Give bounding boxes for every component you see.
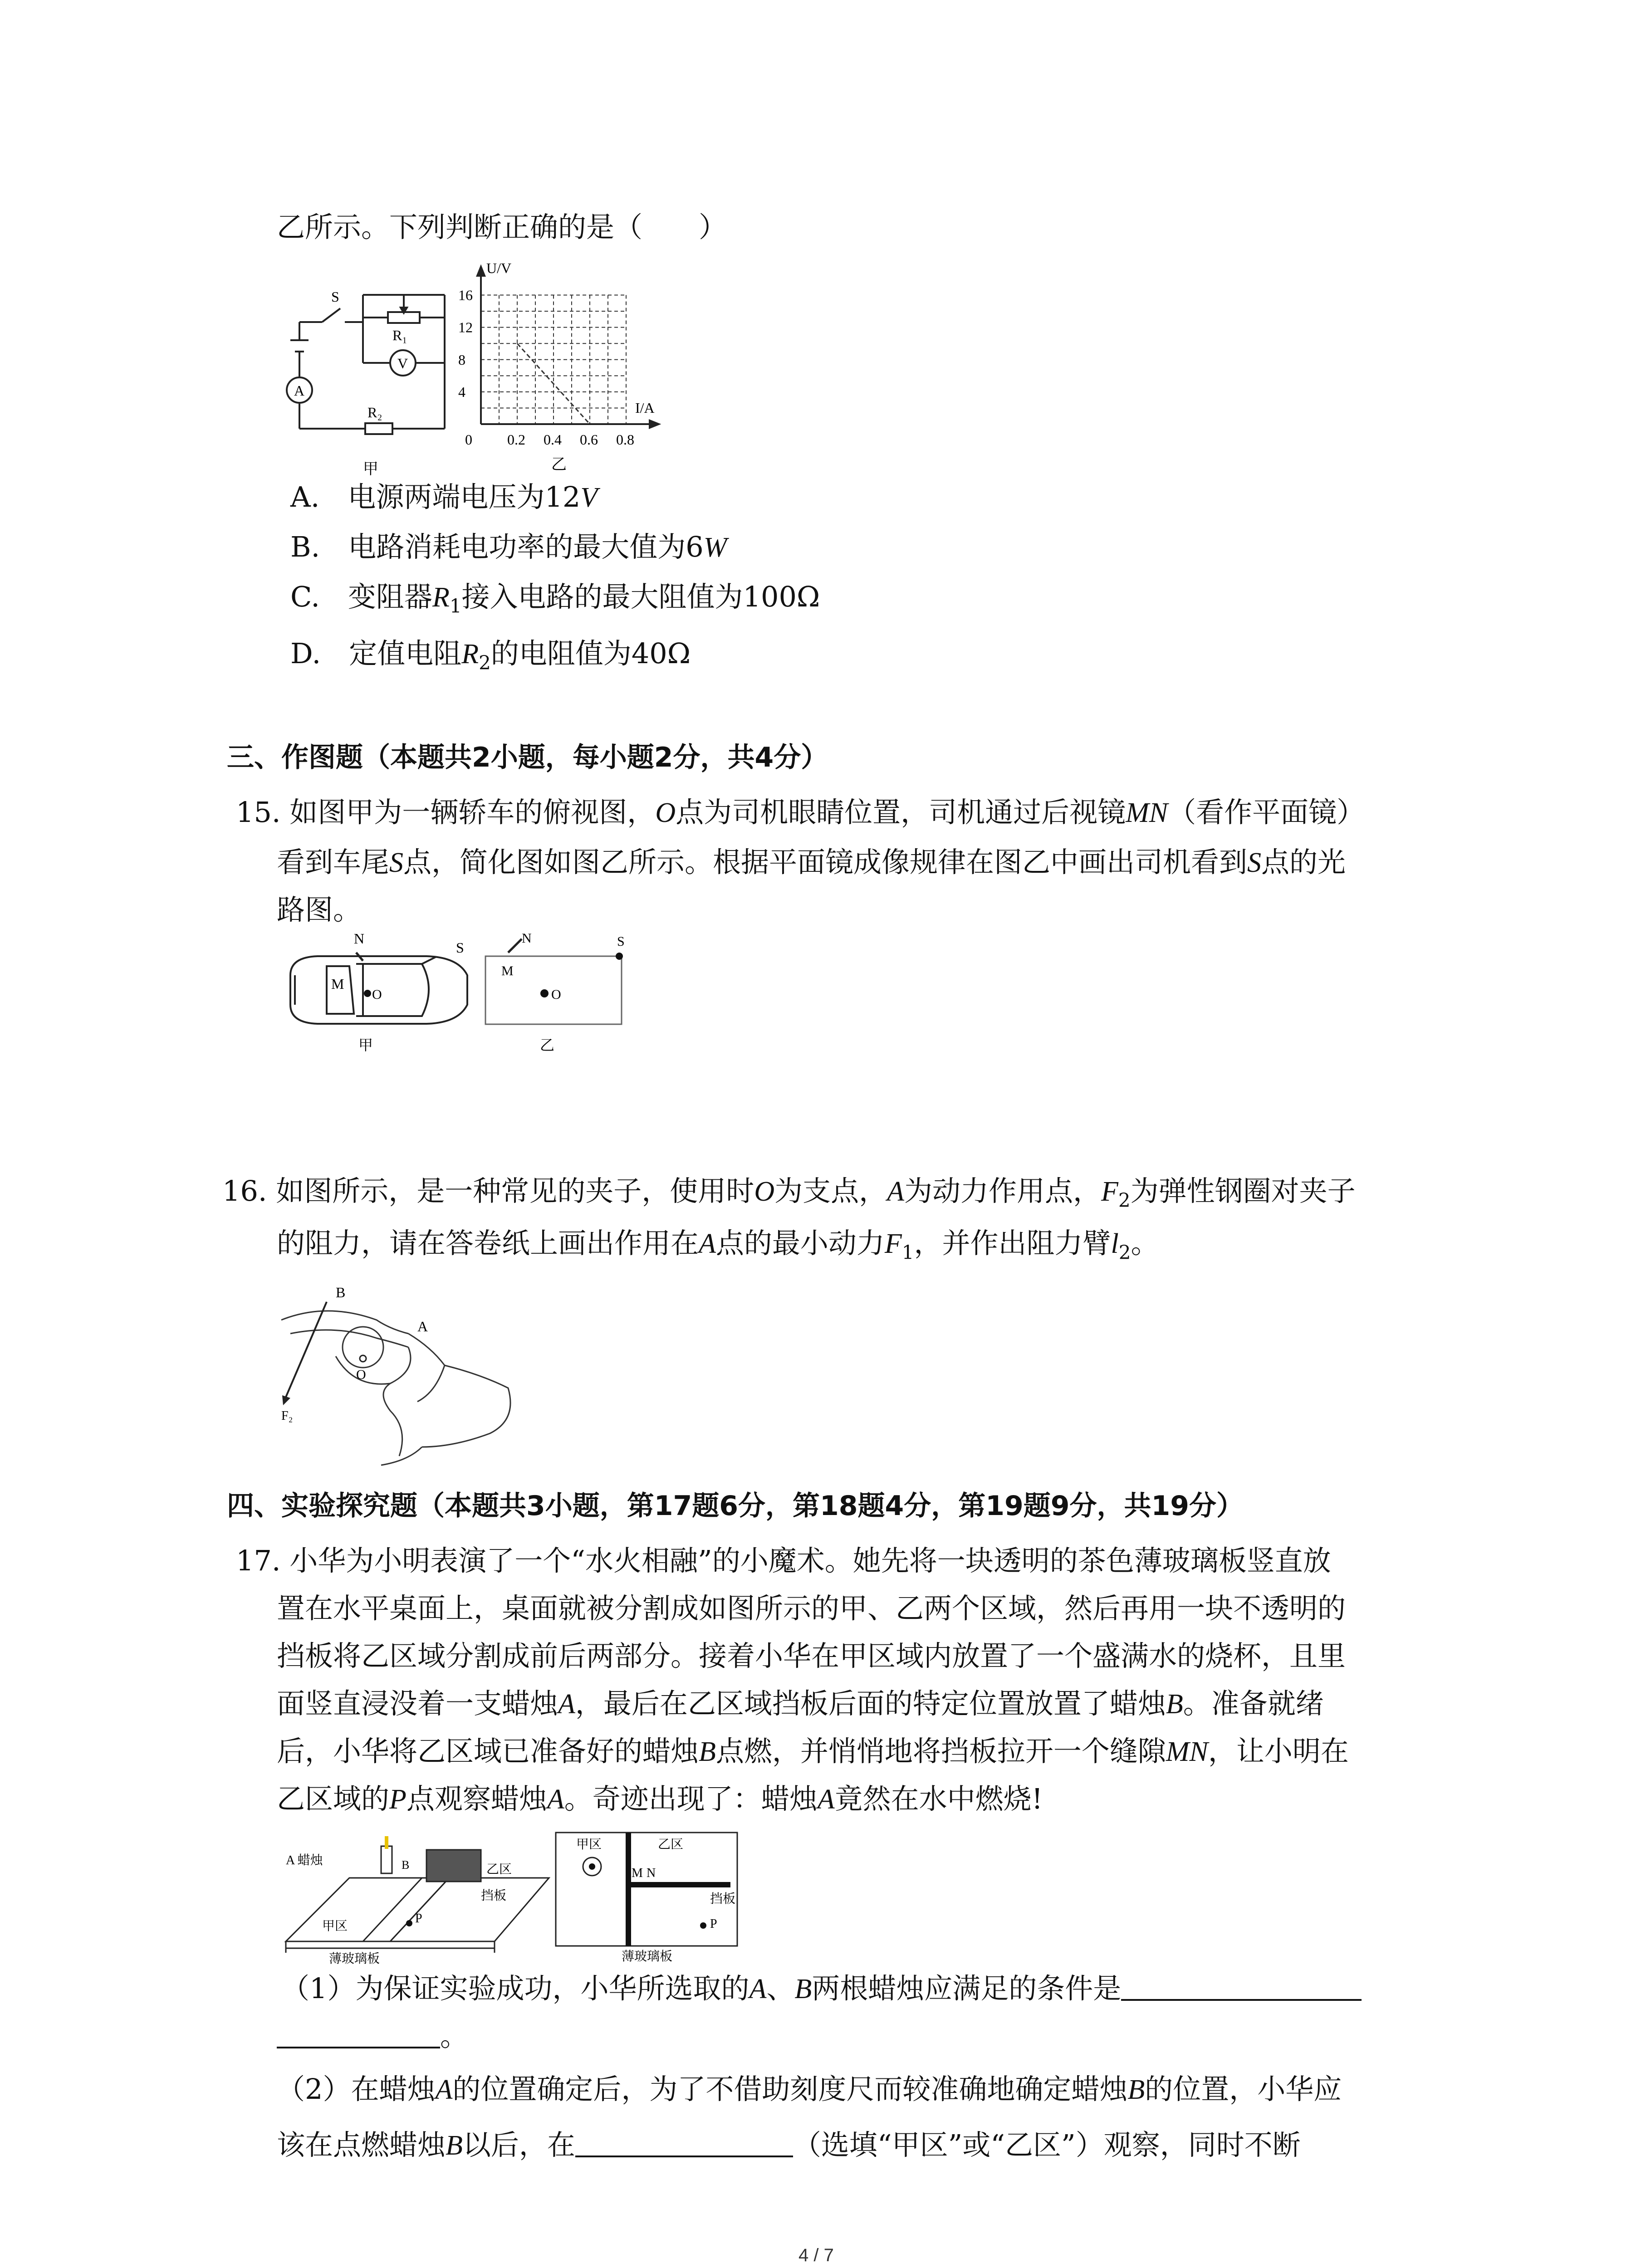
q15-simplified-diagram <box>481 925 644 1052</box>
q15-l1o: O <box>655 797 676 828</box>
q16-l2fsub: 1 <box>901 1241 914 1264</box>
q16-f2-label: F₂ <box>281 1409 293 1423</box>
q17-s1b: 、 <box>766 1972 795 2005</box>
option-c-text: C. 变阻器 <box>290 580 432 613</box>
q16-l2a: 的阻力，请在答卷纸上画出作用在 <box>277 1227 699 1260</box>
q17-top-p: P <box>710 1917 717 1931</box>
q17-line6 <box>277 1782 1043 1815</box>
q15-l2b: 点，简化图如图乙所示。根据平面镜成像规律在图乙中画出司机看到 <box>403 846 1248 879</box>
q16-l1c: 为动力作用点， <box>904 1174 1101 1207</box>
q17-l4c: 。准备就绪 <box>1183 1687 1324 1720</box>
q16-l1f: F <box>1101 1176 1118 1207</box>
q15-l1a: 15. 如图甲为一辆轿车的俯视图， <box>236 796 656 829</box>
q17-s2l1v: A <box>435 2074 453 2105</box>
q17-s1a: （1）为保证实验成功，小华所选取的 <box>281 1972 749 2005</box>
chart-y-tick: 12 <box>458 319 473 336</box>
option-b-unit: W <box>703 532 727 563</box>
q15-yi-m-label: M <box>501 963 514 978</box>
q17-a-candle-label: A 蜡烛 <box>286 1853 323 1867</box>
q15-yi-label: 乙 <box>540 1037 555 1053</box>
q17-s1v: A <box>749 1974 767 2004</box>
chart-x-tick: 0.6 <box>580 431 598 448</box>
q15-l2s: S <box>389 847 404 878</box>
q16-l1a2: A <box>887 1176 904 1207</box>
voltmeter-label: V <box>397 355 408 371</box>
q14-option-b[interactable] <box>290 530 727 563</box>
q17-top-glass: 薄玻璃板 <box>622 1950 673 1964</box>
q17-s1c: 两根蜡烛应满足的条件是 <box>812 1972 1122 2005</box>
q16-l1b: 为支点， <box>774 1174 887 1207</box>
q17-flame <box>385 1836 388 1849</box>
q17-sub1 <box>281 1971 1362 2003</box>
page-number: 4 / 7 <box>798 2245 834 2265</box>
option-d-sub: 2 <box>479 651 491 674</box>
q17-l5b: 点燃，并悄悄地将挡板拉开一个缝隙 <box>715 1735 1166 1768</box>
q17-l6v: A <box>547 1784 564 1815</box>
q17-s1v2: B <box>794 1974 812 2004</box>
q15-jia-label: 甲 <box>358 1037 373 1053</box>
option-d-text: D. 定值电阻 <box>290 637 462 670</box>
option-a-num: 12 <box>544 480 581 513</box>
q17-l5v: B <box>699 1736 716 1767</box>
q15-mirror-mn <box>508 939 522 953</box>
q17-baffle <box>426 1850 481 1882</box>
q17-s2l1b: 的位置确定后，为了不借助刻度尺而较准确地确定蜡烛 <box>452 2072 1128 2106</box>
q17-l6b: 点观察蜡烛 <box>406 1782 547 1815</box>
chart-y-tick: 4 <box>458 383 465 400</box>
q16-line1 <box>222 1174 1356 1212</box>
q17-sub1-blank2[interactable] <box>277 2019 440 2048</box>
chart-origin-label: 0 <box>465 431 472 448</box>
q17-dangban-label: 挡板 <box>481 1889 507 1903</box>
q17-s1end: 。 <box>440 2019 469 2053</box>
q17-l6d: 竟然在水中燃烧! <box>834 1782 1043 1815</box>
q17-glass-label: 薄玻璃板 <box>329 1952 380 1966</box>
section4-title: 四、实验探究题（本题共3小题，第17题6分，第18题4分，第19题9分，共19分） <box>227 1490 1244 1522</box>
q17-top-p-dot <box>700 1922 706 1929</box>
q17-sub2-line1 <box>277 2072 1342 2106</box>
q17-l4v: A <box>558 1689 575 1720</box>
q17-top-jiaqu: 甲区 <box>576 1838 602 1852</box>
q17-sub1-blank[interactable] <box>1121 1971 1362 2001</box>
q15-n-label: N <box>354 930 365 947</box>
q17-line4 <box>277 1687 1324 1720</box>
q15-line1 <box>236 798 1365 827</box>
q17-p-label: P <box>415 1911 422 1926</box>
q17-l5a: 后，小华将乙区域已准备好的蜡烛 <box>277 1735 699 1768</box>
q16-l2d: 。 <box>1131 1227 1159 1260</box>
q17-top-m: M <box>632 1866 643 1880</box>
q17-sub1-cont <box>277 2019 469 2053</box>
q17-s2l1v2: B <box>1127 2074 1145 2105</box>
q15-line2 <box>277 848 1346 877</box>
q15-l1b: 点为司机眼睛位置，司机通过后视镜 <box>676 796 1126 829</box>
q14-ui-graph <box>454 260 671 476</box>
q17-l6v2: A <box>817 1784 835 1815</box>
q16-l1o: O <box>754 1176 775 1207</box>
ammeter-label: A <box>294 382 305 399</box>
q16-l2a2: A <box>699 1228 716 1259</box>
option-d-suffix: 的电阻值为40Ω <box>490 637 691 670</box>
fig-jia-label: 甲 <box>363 461 378 478</box>
q16-l2lsub: 2 <box>1118 1241 1131 1264</box>
q17-top-n: N <box>647 1866 656 1880</box>
q15-eye-dot <box>540 989 549 997</box>
q16-line2 <box>277 1229 1159 1262</box>
chart-x-axis-label: I/A <box>635 400 655 416</box>
q17-line5 <box>277 1737 1349 1766</box>
chart-y-tick: 8 <box>458 351 465 368</box>
q15-l1c: （看作平面镜） <box>1168 796 1365 829</box>
q16-b-label: B <box>336 1284 346 1300</box>
q17-b-label: B <box>402 1858 410 1872</box>
q16-clip-diagram <box>272 1284 526 1474</box>
switch-label: S <box>331 288 339 305</box>
q15-line3: 路图。 <box>277 893 362 926</box>
q17-yiqu-label: 乙区 <box>486 1862 512 1877</box>
option-a-unit: V <box>580 482 598 513</box>
chart-x-tick: 0.4 <box>544 431 562 448</box>
q17-line2: 置在水平桌面上，桌面就被分割成如图所示的甲、乙两个区域，然后再用一块不透明的 <box>277 1592 1346 1625</box>
q17-s2l1a: （2）在蜡烛 <box>277 2072 436 2106</box>
q17-l4a: 面竖直浸没着一支蜡烛 <box>277 1687 558 1720</box>
q15-yi-o-label: O <box>551 987 561 1002</box>
q15-l2c: 点的光 <box>1261 846 1346 879</box>
q15-yi-n-label: N <box>522 931 532 946</box>
q17-l6p: P <box>389 1784 407 1815</box>
q17-l4v2: B <box>1166 1689 1183 1720</box>
q16-a-label: A <box>417 1318 428 1334</box>
q17-s2l2b: 以后，在 <box>462 2128 575 2161</box>
q17-top-view-diagram <box>554 1828 744 1964</box>
chart-x-tick: 0.2 <box>507 431 525 448</box>
q15-l2s2: S <box>1247 847 1262 878</box>
q16-l2l: l <box>1111 1228 1119 1259</box>
q15-m-label: M <box>331 976 344 992</box>
q15-yi-s-label: S <box>617 934 625 949</box>
q17-sub2-blank[interactable] <box>575 2127 793 2157</box>
option-c-suffix: 接入电路的最大阻值为100Ω <box>461 580 820 613</box>
q14-option-c[interactable] <box>290 580 820 617</box>
q17-s2l2v: B <box>446 2130 463 2161</box>
q17-l6a: 乙区域的 <box>277 1782 390 1815</box>
r1-label: R₁ <box>392 327 407 343</box>
q16-l2c: ，并作出阻力臂 <box>914 1227 1111 1260</box>
q17-s2l2a: 该在点燃蜡烛 <box>277 2128 446 2161</box>
q15-l1mn: MN <box>1126 797 1168 828</box>
q15-l2a: 看到车尾 <box>277 846 390 879</box>
q16-l2b: 点的最小动力 <box>715 1227 885 1260</box>
r2-label: R₂ <box>367 404 382 420</box>
q15-s-dot <box>616 953 623 960</box>
chart-y-axis-label: U/V <box>486 260 512 276</box>
q17-top-yiqu: 乙区 <box>658 1838 684 1852</box>
q14-option-d[interactable] <box>290 637 691 674</box>
q14-option-a[interactable] <box>290 480 598 513</box>
q17-l5c: ，让小明在 <box>1208 1735 1349 1768</box>
chart-x-tick: 0.8 <box>616 431 634 448</box>
q17-jiaqu-label: 甲区 <box>322 1919 348 1933</box>
option-c-sub: 1 <box>449 595 462 617</box>
q16-l1a: 16. 如图所示，是一种常见的夹子，使用时 <box>222 1174 754 1207</box>
q17-l4b: ，最后在乙区域挡板后面的特定位置放置了蜡烛 <box>575 1687 1166 1720</box>
q17-perspective-diagram <box>277 1828 549 1964</box>
q15-o-dot <box>364 990 371 997</box>
fig-yi-label: 乙 <box>551 456 567 473</box>
q16-l1d: 为弹性钢圈对夹子 <box>1130 1174 1356 1207</box>
q16-o-label: O <box>356 1367 366 1382</box>
option-b-num: 6 <box>686 530 704 563</box>
q14-circuit-diagram <box>272 272 463 481</box>
option-d-var: R <box>461 639 479 670</box>
option-a-text: A. 电源两端电压为 <box>290 480 545 513</box>
q17-l6c: 。奇迹出现了：蜡烛 <box>564 1782 818 1815</box>
q17-p-dot <box>406 1920 412 1926</box>
q15-car-diagram <box>277 925 485 1052</box>
q17-s2l2c: （选填“甲区”或“乙区”）观察，同时不断 <box>793 2128 1301 2161</box>
q17-s2l1c: 的位置，小华应 <box>1145 2072 1342 2106</box>
q15-s-label: S <box>456 939 464 956</box>
option-b-text: B. 电路消耗电功率的最大值为 <box>290 530 686 563</box>
q16-l1fsub: 2 <box>1118 1189 1131 1212</box>
q17-top-dangban: 挡板 <box>710 1892 736 1906</box>
q16-l2f: F <box>884 1228 902 1259</box>
q17-line3: 挡板将乙区域分割成前后两部分。接着小华在甲区域内放置了一个盛满水的烧杯，且里 <box>277 1639 1346 1672</box>
q14-stem-tail: 乙所示。下列判断正确的是（ ） <box>277 210 727 244</box>
q17-sub2-line2 <box>277 2127 1301 2160</box>
option-c-var: R <box>432 582 450 613</box>
q17-line1: 17. 小华为小明表演了一个“水火相融”的小魔术。她先将一块透明的茶色薄玻璃板竖直放 <box>236 1544 1331 1577</box>
section3-title: 三、作图题（本题共2小题，每小题2分，共4分） <box>227 742 828 773</box>
q17-l5mn: MN <box>1166 1736 1208 1767</box>
q15-o-label: O <box>372 987 382 1002</box>
chart-y-tick: 16 <box>458 287 473 303</box>
